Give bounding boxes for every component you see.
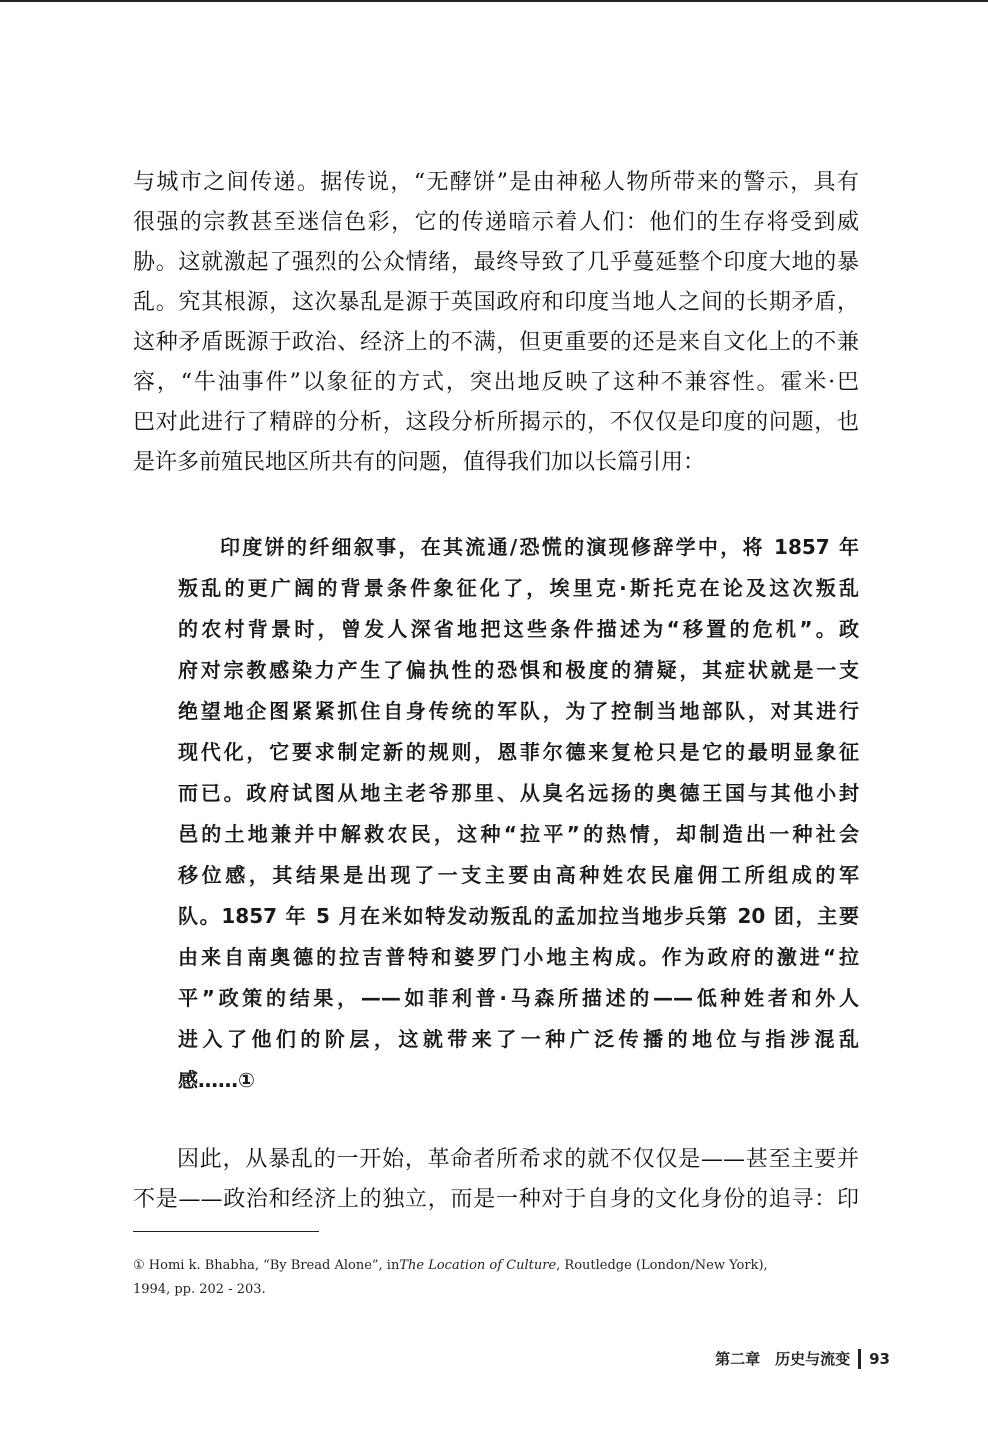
text-line: 胁。这就激起了强烈的公众情绪，最终导致了几乎蔓延整个印度大地的暴	[133, 250, 859, 275]
quote-line: 的农村背景时，曾发人深省地把这些条件描述为“移置的危机”。政	[178, 617, 859, 641]
text-line: 是许多前殖民地区所共有的问题，值得我们加以长篇引用：	[133, 450, 706, 475]
page-number: 93	[869, 1349, 890, 1368]
text-line: 乱。究其根源，这次暴乱是源于英国政府和印度当地人之间的长期矛盾，	[133, 290, 859, 315]
quote-line: 进入了他们的阶层，这就带来了一种广泛传播的地位与指涉混乱	[178, 1027, 859, 1051]
chapter-title: 第二章 历史与流变	[715, 1350, 851, 1368]
text-line: 因此，从暴乱的一开始，革命者所希求的就不仅仅是——甚至主要并	[177, 1147, 859, 1172]
quote-line: 府对宗教感染力产生了偏执性的恐惧和极度的猜疑，其症状就是一支	[178, 658, 859, 682]
text-line: 不是——政治和经济上的独立，而是一种对于自身的文化身份的追寻：印	[133, 1187, 859, 1212]
quote-line: 移位感，其结果是出现了一支主要由高种姓农民雇佣工所组成的军	[178, 863, 859, 887]
quote-line: 而已。政府试图从地主老爷那里、从臭名远扬的奥德王国与其他小封	[178, 781, 859, 805]
footnote-book-title: The Location of Culture	[399, 1258, 557, 1273]
quote-line: 叛乱的更广阔的背景条件象征化了，埃里克·斯托克在论及这次叛乱	[178, 576, 859, 600]
top-rule	[0, 0, 988, 2]
footnote-publisher: , Routledge (London/New York),	[556, 1258, 768, 1273]
text-line: 与城市之间传递。据传说，“无酵饼”是由神秘人物所带来的警示，具有	[133, 170, 859, 195]
quote-line: 绝望地企图紧紧抓住自身传统的军队，为了控制当地部队，对其进行	[178, 699, 859, 723]
footnote-author: Homi k. Bhabha, “By Bread Alone”, in	[148, 1258, 400, 1273]
quote-line: 现代化，它要求制定新的规则，恩菲尔德来复枪只是它的最明显象征	[178, 740, 859, 764]
footnote-line-2: 1994, pp. 202 - 203.	[133, 1282, 266, 1297]
quote-line: 队。1857 年 5 月在米如特发动叛乱的孟加拉当地步兵第 20 团，主要	[178, 904, 859, 928]
page-footer	[715, 1348, 890, 1369]
footnote-marker: ①	[133, 1258, 145, 1273]
footnote	[133, 1254, 859, 1278]
quote-line: 由来自南奥德的拉吉普特和婆罗门小地主构成。作为政府的激进“拉	[178, 945, 859, 969]
quote-line: 印度饼的纤细叙事，在其流通/恐慌的演现修辞学中，将 1857 年	[220, 535, 859, 559]
quote-line: 平”政策的结果，——如菲利普·马森所描述的——低种姓者和外人	[178, 986, 859, 1010]
text-line: 很强的宗教甚至迷信色彩，它的传递暗示着人们：他们的生存将受到威	[133, 210, 859, 235]
footer-divider	[858, 1349, 861, 1369]
footnote-rule	[133, 1231, 319, 1232]
text-line: 巴对此进行了精辟的分析，这段分析所揭示的，不仅仅是印度的问题，也	[133, 410, 859, 435]
text-line: 这种矛盾既源于政治、经济上的不满，但更重要的还是来自文化上的不兼	[133, 330, 859, 355]
quote-line: 感……①	[178, 1068, 255, 1092]
quote-line: 邑的土地兼并中解救农民，这种“拉平”的热情，却制造出一种社会	[178, 822, 859, 846]
text-line: 容，“牛油事件”以象征的方式，突出地反映了这种不兼容性。霍米·巴	[133, 370, 859, 395]
